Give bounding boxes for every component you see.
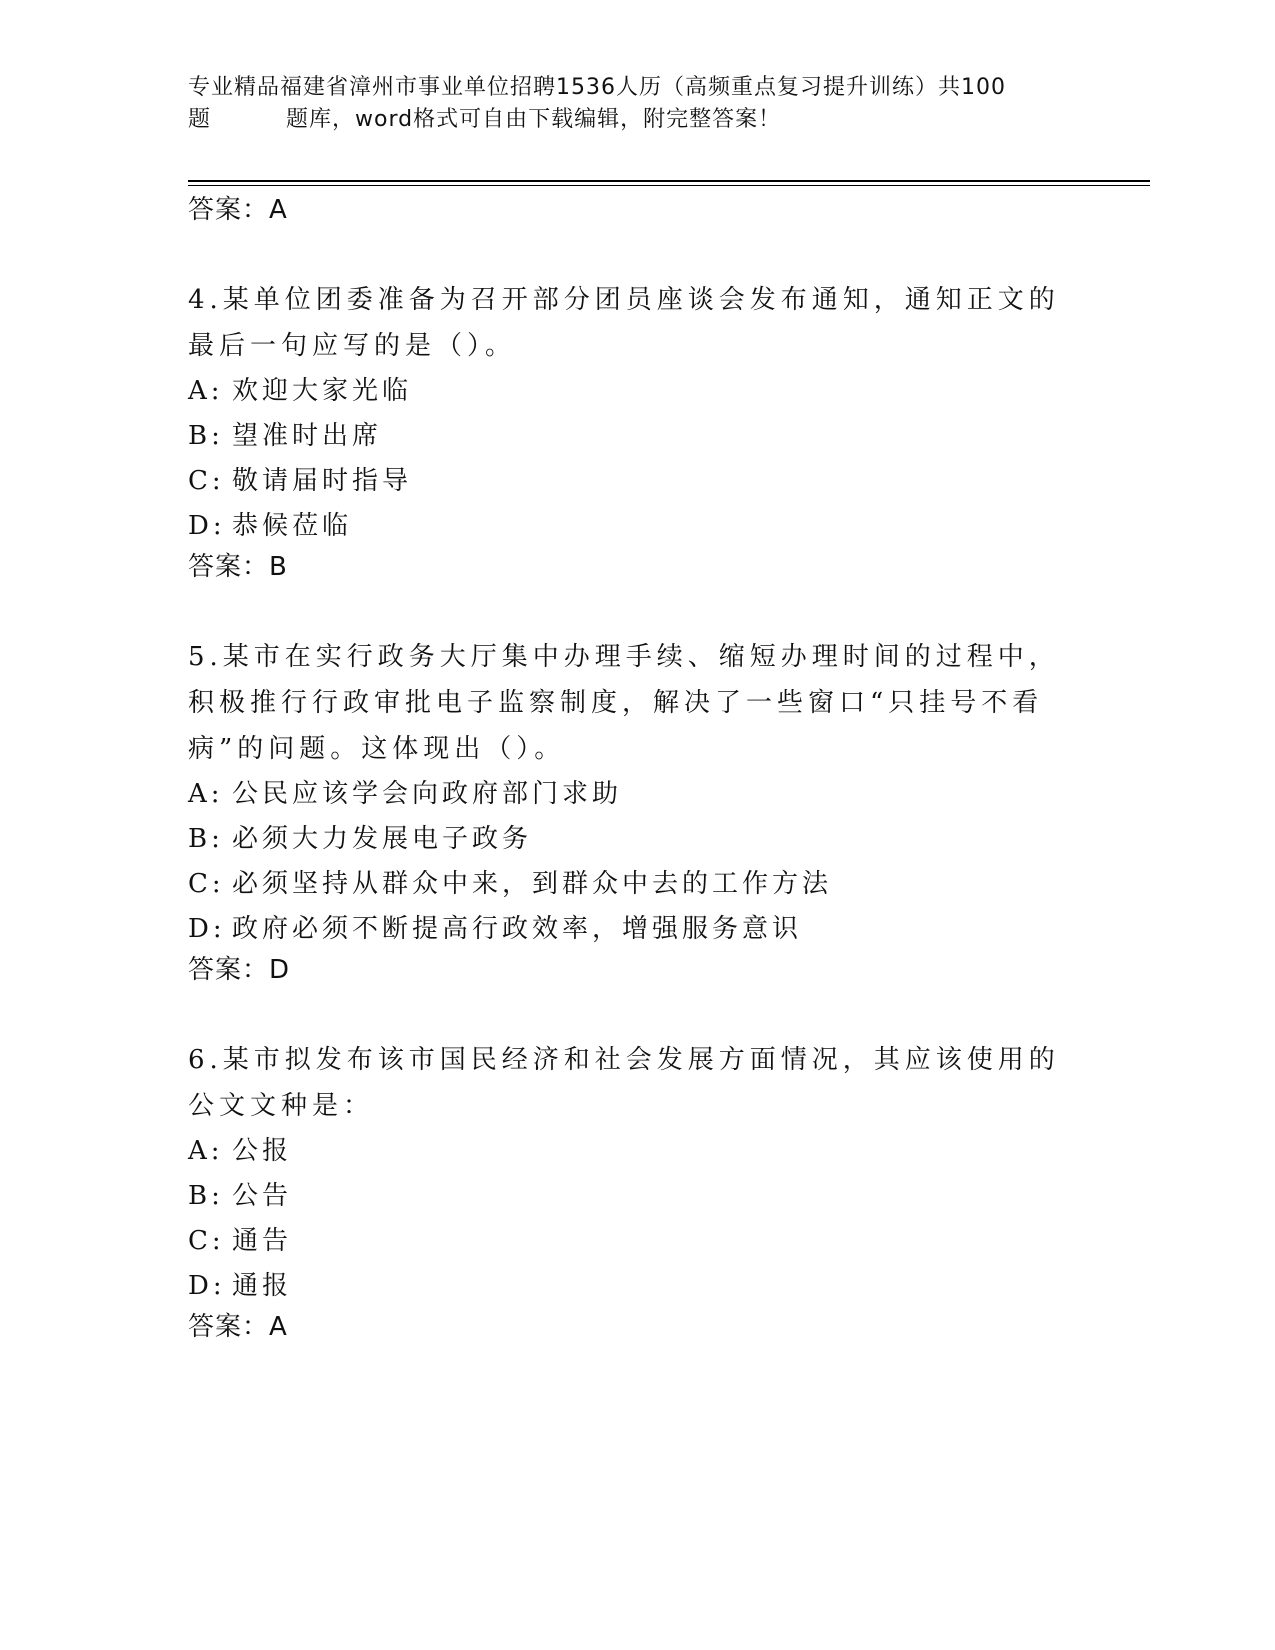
- option-item: [188, 862, 1068, 907]
- option-item: [188, 459, 1068, 504]
- option-letter: D:: [188, 1271, 226, 1301]
- option-item: [188, 1264, 1068, 1309]
- answer-line: 答案：A: [188, 1312, 288, 1342]
- option-letter: D:: [188, 511, 226, 541]
- header-title-line1: 专业精品福建省漳州市事业单位招聘1536人历（高频重点复习提升训练）共100: [188, 75, 1006, 100]
- option-text: 望准时出席: [232, 421, 383, 451]
- option-text: 公告: [232, 1181, 293, 1211]
- page-header: [188, 72, 1088, 136]
- question-text: 4.某单位团委准备为召开部分团员座谈会发布通知，通知正文的最后一句应写的是（）。: [188, 285, 1060, 361]
- question-text: 5.某市在实行政务大厅集中办理手续、缩短办理时间的过程中，积极推行行政审批电子监察制度，解决了一些窗口“只挂号不看病”的问题。这体现出（）。: [188, 642, 1060, 764]
- header-title-line2: [188, 104, 1088, 136]
- option-text: 恭候莅临: [232, 511, 353, 541]
- option-letter: A:: [188, 1136, 224, 1166]
- question-block: [188, 634, 1068, 988]
- option-letter: C:: [188, 869, 225, 899]
- option-item: [188, 907, 1068, 952]
- option-letter: B:: [188, 421, 224, 451]
- option-item: [188, 1129, 1068, 1174]
- header-title-line2-rest: 题库，word格式可自由下载编辑，附完整答案！: [286, 107, 782, 132]
- option-letter: C:: [188, 1226, 225, 1256]
- option-letter: C:: [188, 466, 225, 496]
- option-letter: B:: [188, 1181, 224, 1211]
- option-text: 公民应该学会向政府部门求助: [232, 779, 623, 809]
- option-text: 敬请届时指导: [232, 466, 413, 496]
- answer-line: 答案：B: [188, 552, 288, 582]
- option-text: 必须坚持从群众中来，到群众中去的工作方法: [232, 869, 833, 899]
- option-text: 公报: [232, 1136, 293, 1166]
- header-divider-thick: [188, 180, 1150, 182]
- option-text: 通告: [232, 1226, 293, 1256]
- question-text: 6.某市拟发布该市国民经济和社会发展方面情况，其应该使用的公文文种是：: [188, 1045, 1060, 1121]
- option-item: [188, 369, 1068, 414]
- header-title-line2-start: 题: [188, 107, 212, 132]
- option-letter: D:: [188, 914, 226, 944]
- option-letter: B:: [188, 824, 224, 854]
- option-item: [188, 1174, 1068, 1219]
- question-block: [188, 277, 1068, 585]
- header-divider: [188, 180, 1150, 186]
- option-item: [188, 1219, 1068, 1264]
- option-item: [188, 414, 1068, 459]
- option-text: 欢迎大家光临: [232, 376, 413, 406]
- option-text: 通报: [232, 1271, 293, 1301]
- option-letter: A:: [188, 376, 224, 406]
- question-block: [188, 1037, 1068, 1345]
- document-body: [188, 192, 1068, 1345]
- option-text: 必须大力发展电子政务: [232, 824, 533, 854]
- option-letter: A:: [188, 779, 224, 809]
- answer-line: 答案：D: [188, 955, 291, 985]
- header-divider-thin: [188, 185, 1150, 186]
- option-item: [188, 772, 1068, 817]
- option-item: [188, 504, 1068, 549]
- answer-line: 答案：A: [188, 195, 288, 225]
- option-text: 政府必须不断提高行政效率，增强服务意识: [232, 914, 803, 944]
- option-item: [188, 817, 1068, 862]
